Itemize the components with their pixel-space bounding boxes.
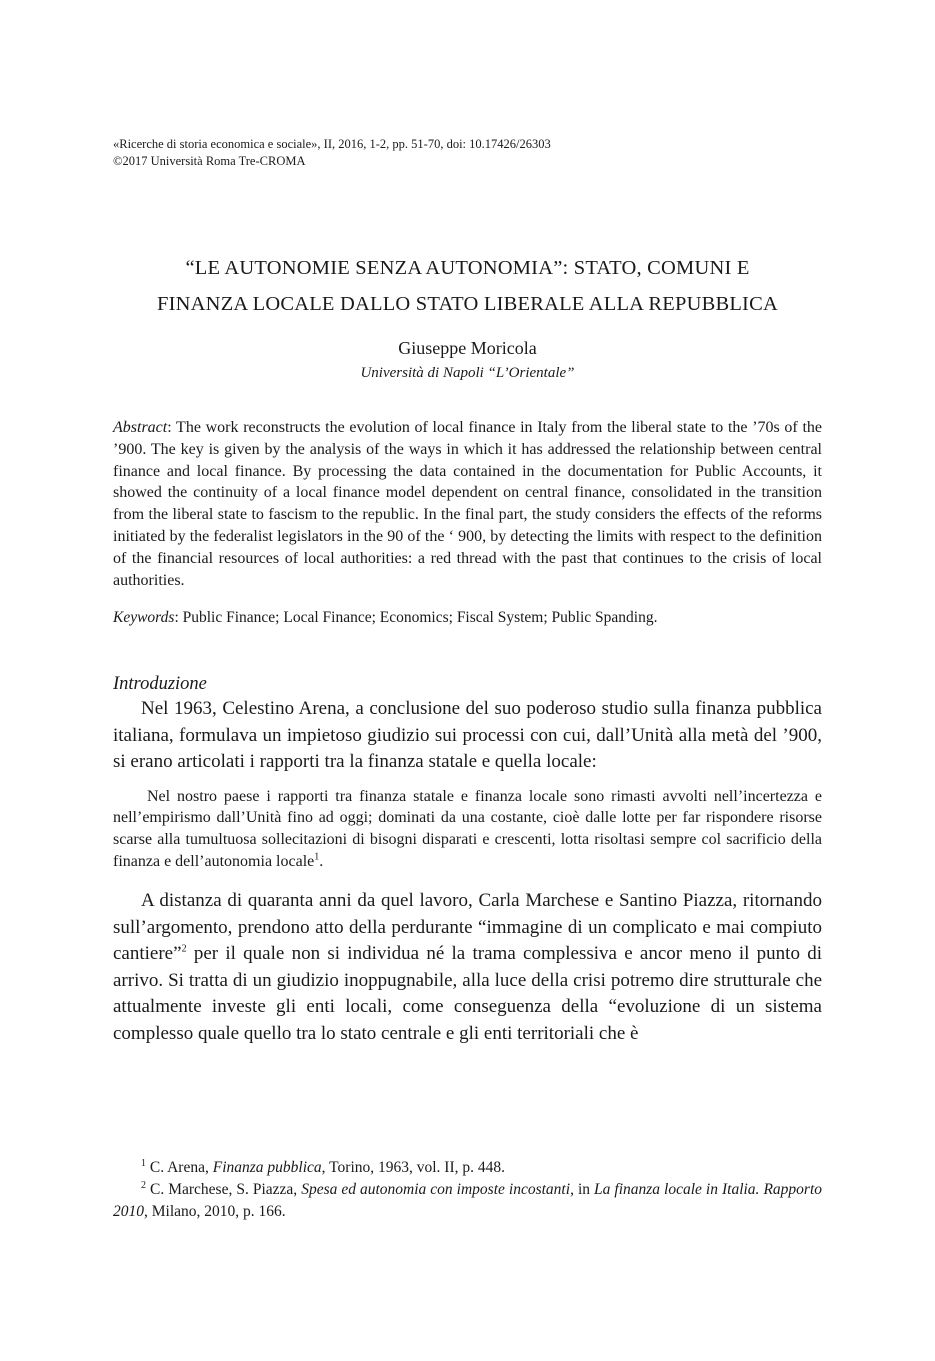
abstract [113,417,822,591]
article-title [113,250,822,322]
author-name: Giuseppe Moricola [398,338,537,358]
title-line-2: FINANZA LOCALE DALLO STATO LIBERALE ALLA REPUBBLICA [157,293,778,315]
copyright-line: ©2017 Università Roma Tre-CROMA [113,154,306,168]
footnote-text: C. Marchese, S. Piazza, [146,1181,302,1198]
citation-line: «Ricerche di storia economica e sociale», II, 2016, 1-2, pp. 51-70, doi: 10.17426/26303 [113,137,551,151]
intro-paragraph-2 [113,888,822,1047]
quote-end: . [319,852,324,870]
keywords-text: : Public Finance; Local Finance; Economics; Fiscal System; Public Spanding. [174,609,658,627]
journal-header [113,136,822,170]
keywords [113,607,822,628]
keywords-label: Keywords [113,609,175,627]
footnote-title: Finanza pubblica [212,1159,322,1176]
title-line-1: “LE AUTONOMIE SENZA AUTONOMIA”: STATO, COMUNI E [185,257,750,279]
block-quote [113,786,822,872]
footnote-title: La finanza locale in Italia. Rapporto 2010 [113,1181,822,1220]
section-heading: Introduzione [113,674,207,695]
footnote-number: 2 [141,1179,146,1191]
footnote-title: Spesa ed autonomia con imposte incostanti [301,1181,571,1198]
footnote-ref-2[interactable]: 2 [181,943,187,955]
footnote-ref-1[interactable]: 1 [314,851,320,863]
page-body [113,136,822,1047]
footnote-2 [113,1179,822,1223]
footnote-text: , Milano, 2010, p. 166. [144,1203,286,1220]
para2-text-a: A distanza di quaranta anni da quel lavoro, Carla Marchese e Santino Piazza, ritornando sull’argomento, prendono atto della perdurante “immagine di un complicato e mai compiuto cantiere” [113,890,822,965]
author-affiliation: Università di Napoli “L’Orientale” [360,365,575,381]
quote-text: Nel nostro paese i rapporti tra finanza statale e finanza locale sono rimasti avvolti nell’incertezza e nell’empirismo dall’Unità fino ad oggi; dominati da una costante, cioè dalle lotte per far rispondere risorse scarse alla tumultuosa sollecitazioni di bisogni disparati e crescenti, lotta risoltasi sempre col sacrificio della finanza e dell’autonomia locale [113,787,822,870]
footnotes [113,1157,822,1223]
footnote-text: , Torino, 1963, vol. II, p. 448. [321,1159,506,1176]
para2-text-b: per il quale non si individua né la trama complessiva e ancor meno il punto di arrivo. Si tratta di un giudizio inoppugnabile, alla luce della crisi potremo dire strutturale che attualmente investe gli enti locali, come conseguenza della “evoluzione di un sistema complesso quale quello tra lo stato centrale e gli enti territoriali che è [113,943,822,1044]
footnote-1 [113,1157,822,1179]
footnote-text: , in [570,1181,595,1198]
footnote-number: 1 [141,1157,146,1169]
abstract-text: : The work reconstructs the evolution of local finance in Italy from the liberal state to the ’70s of the ’900. The key is given by the analysis of the ways in which it has addressed the relationship between central finance and local finance. By processing the data contained in the documentation for Public Accounts, it showed the continuity of a local finance model dependent on central finance, consolidated in the transition from the liberal state to fascism to the republic. In the final part, the study considers the effects of the reforms initiated by the federalist legislators in the 90 of the ‘ 900, by detecting the limits with respect to the definition of the financial resources of local authorities: a red thread with the past that continues to the crisis of local authorities. [113,419,822,589]
footnote-text: C. Arena, [146,1159,213,1176]
abstract-label: Abstract [113,419,168,436]
intro-paragraph-1: Nel 1963, Celestino Arena, a conclusione del suo poderoso studio sulla finanza pubblica italiana, formulava un impietoso giudizio sui processi con cui, dall’Unità alla metà del ’900, si erano articolati i rapporti tra la finanza statale e quella locale: [113,698,822,773]
